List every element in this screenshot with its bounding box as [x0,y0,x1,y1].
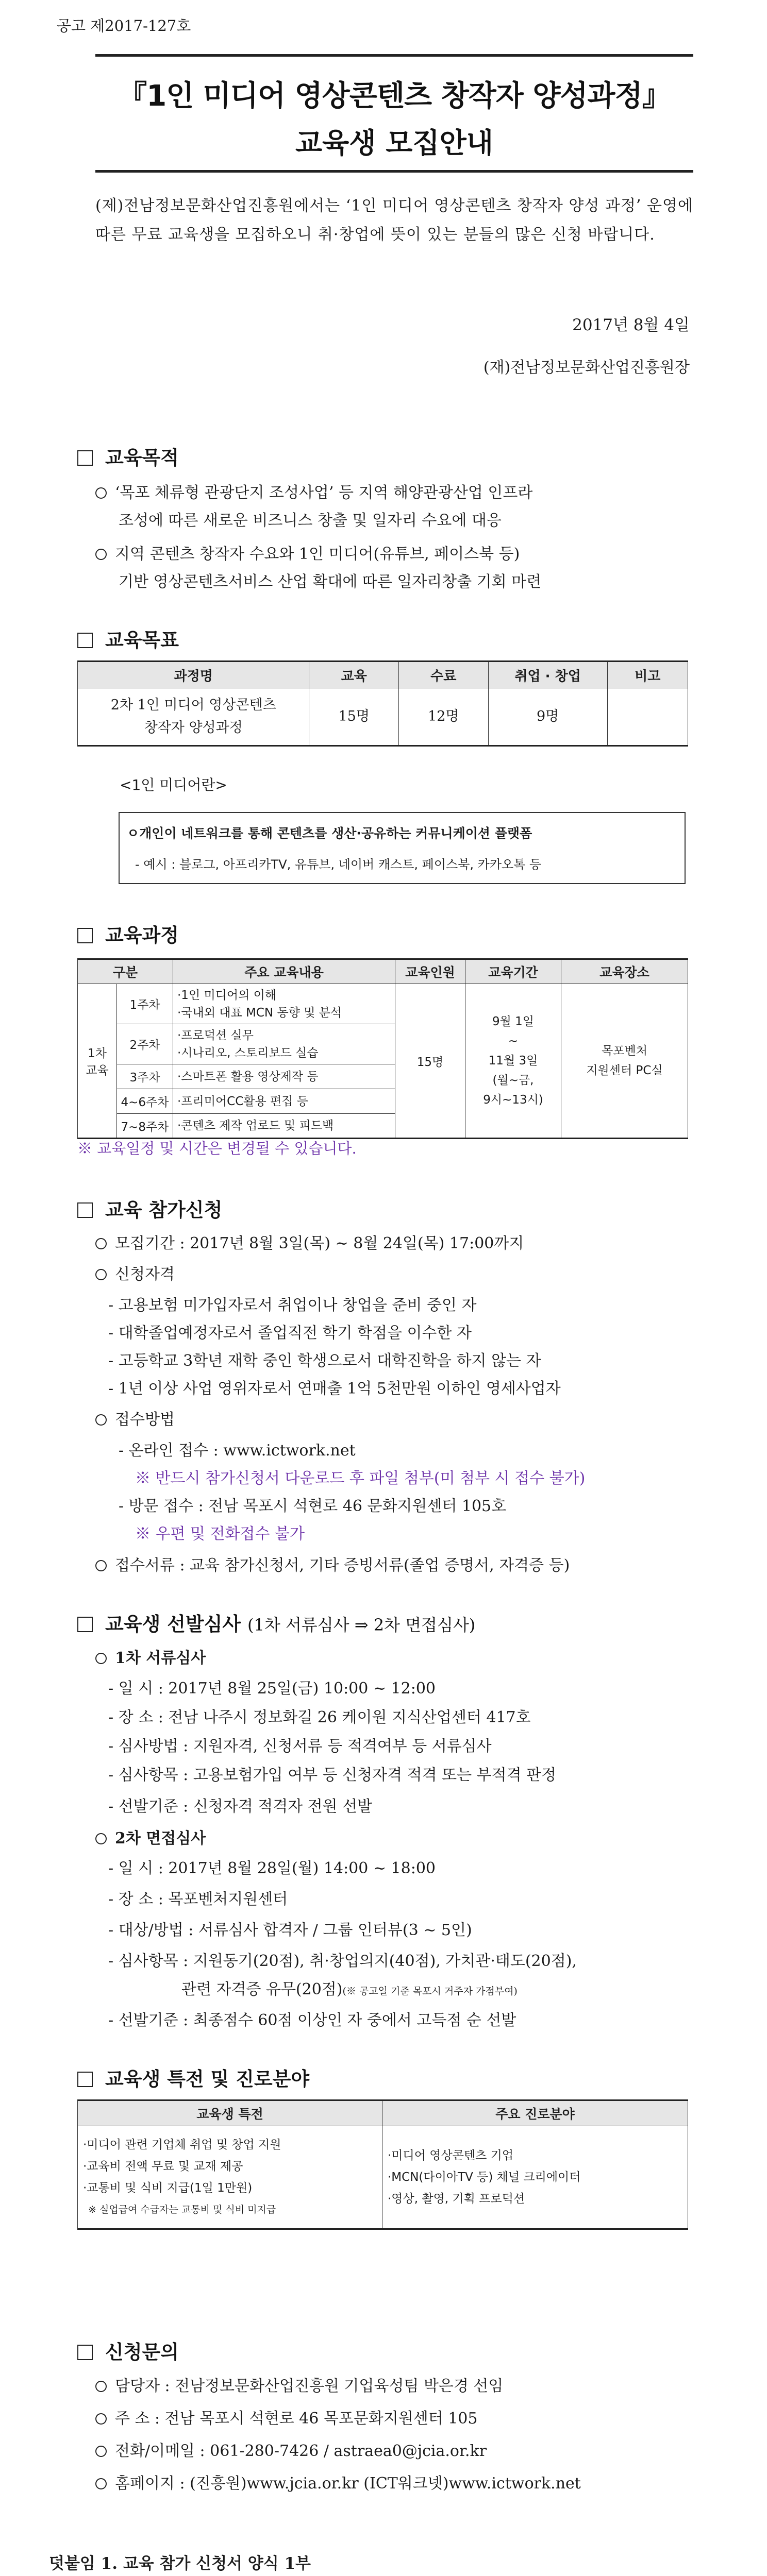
section-selection-heading: 교육생 선발심사 (1차 서류심사 ⇒ 2차 면접심사) [77,1608,475,1636]
selection-second-cont-note: (※ 공고일 기준 목포시 거주자 가점부여) [342,1986,518,1997]
goal-header-course: 과정명 [78,662,309,688]
course-week: 2주차 [117,1024,173,1064]
circle-bullet-icon [95,1833,107,1844]
selection-second-cont: 관련 자격증 유무(20점)(※ 공고일 기준 목포시 거주자 가점부여) [181,1980,518,1998]
contact-address: 주 소 : 전남 목포시 석현로 46 목포문화지원센터 105 [95,2406,477,2431]
page-title: 『1인 미디어 영상콘텐츠 창작자 양성과정』 [118,79,671,113]
square-bullet-icon [77,928,93,943]
circle-bullet-icon [95,487,107,499]
selection-second-item: - 선발기준 : 최종점수 60점 이상인 자 중에서 고득점 순 선발 [108,2011,516,2029]
circle-bullet-icon [95,2478,107,2489]
course-content: ·프리미어CC활용 편집 등 [173,1089,395,1114]
goal-edu-count: 15명 [309,688,399,746]
selection-second-item: - 심사항목 : 지원동기(20점), 취·창업의지(40점), 가치관·태도(20점), [108,1952,577,1970]
circle-bullet-icon [95,1560,107,1571]
contact-homepage: 홈페이지 : (진흥원)www.jcia.or.kr (ICT워크넷)www.ictwork.net [95,2471,581,2496]
circle-bullet-icon [95,549,107,560]
apply-online-note: ※ 반드시 참가신청서 다운로드 후 파일 첨부(미 첨부 시 접수 불가) [135,1469,586,1487]
section-course-heading: 교육과정 [77,920,179,947]
section-purpose-heading: 교육목적 [77,442,179,470]
benefit-header-perks: 교육생 특전 [78,2100,382,2126]
goal-table [77,660,688,747]
course-content: ·프로덕션 실무 ·시나리오, 스토리보드 실습 [173,1024,395,1064]
benefit-perks: ·미디어 관련 기업체 취업 및 창업 지원 ·교육비 전액 무료 및 교재 제공 ·교통비 및 식비 지급(1일 1만원) ※ 실업급여 수급자는 교통비 및 식비 미지급 [78,2126,382,2229]
title-box [95,54,693,173]
selection-first-item: - 심사항목 : 고용보험가입 여부 등 신청자격 적격 또는 부적격 판정 [108,1766,557,1784]
circle-bullet-icon [95,1653,107,1664]
square-bullet-icon [77,2072,93,2087]
circle-bullet-icon [95,1414,107,1426]
selection-second-title: 2차 면접심사 [95,1826,206,1851]
course-division: 1차 교육 [78,984,117,1139]
selection-first-item: - 장 소 : 전남 나주시 정보화길 26 케이원 지식산업센터 417호 [108,1708,531,1726]
course-week: 7~8주차 [117,1114,173,1139]
section-apply-heading: 교육 참가신청 [77,1194,222,1222]
selection-second-item: - 장 소 : 목포벤처지원센터 [108,1890,288,1908]
selection-first-item: - 일 시 : 2017년 8월 25일(금) 10:00 ~ 12:00 [108,1680,436,1698]
apply-qual-title: 신청자격 [95,1262,175,1287]
apply-qual-item: - 고용보험 미가입자로서 취업이나 창업을 준비 중인 자 [108,1296,477,1314]
benefit-table [77,2099,688,2230]
course-people: 15명 [395,984,465,1139]
course-content: ·콘텐츠 제작 업로드 및 피드백 [173,1114,395,1139]
selection-second-item: - 일 시 : 2017년 8월 28일(월) 14:00 ~ 18:00 [108,1859,436,1877]
square-bullet-icon [77,1617,93,1632]
circle-bullet-icon [95,2381,107,2392]
media-definition: ㅇ개인이 네트워크를 통해 콘텐츠를 생산·공유하는 커뮤니케이션 플랫폼 [127,826,532,841]
section-benefit-heading: 교육생 특전 및 진로분야 [77,2063,309,2091]
apply-qual-item: - 고등학교 3학년 재학 중인 학생으로서 대학진학을 하지 않는 자 [108,1352,541,1370]
attachment-1: 덧붙임 1. 교육 참가 신청서 양식 1부 [49,2554,311,2573]
circle-bullet-icon [95,2446,107,2457]
square-bullet-icon [77,1202,93,1218]
course-week: 4~6주차 [117,1089,173,1114]
square-bullet-icon [77,633,93,648]
circle-bullet-icon [95,1269,107,1280]
apply-online: - 온라인 접수 : www.ictwork.net [119,1442,356,1460]
purpose-item-2: 지역 콘텐츠 창작자 수요와 1인 미디어(유튜브, 페이스북 등) [95,542,520,567]
selection-subtitle: (1차 서류심사 ⇒ 2차 면접심사) [247,1615,476,1635]
media-title: <1인 미디어란> [120,776,227,793]
goal-note [607,688,688,746]
goal-complete-count: 12명 [399,688,489,746]
purpose-item-1: ‘목포 체류형 관광단지 조성사업’ 등 지역 해양관광산업 인프라 [95,481,532,505]
apply-qual-item: - 1년 이상 사업 영위자로서 연매출 1억 5천만원 이하인 영세사업자 [108,1380,561,1398]
notice-number: 공고 제2017-127호 [57,17,191,35]
circle-bullet-icon [95,2413,107,2425]
apply-method-title: 접수방법 [95,1408,175,1432]
goal-course-name: 2차 1인 미디어 영상콘텐츠 창작자 양성과정 [78,688,309,746]
apply-visit-note: ※ 우편 및 전화접수 불가 [135,1525,305,1543]
section-contact-heading: 신청문의 [77,2336,179,2364]
apply-qual-item: - 대학졸업예정자로서 졸업직전 학기 학점을 이수한 자 [108,1324,472,1342]
selection-first-item: - 심사방법 : 지원자격, 신청서류 등 적격여부 등 서류심사 [108,1737,492,1755]
section-goal-heading: 교육목표 [77,624,179,652]
course-header-division: 구분 [78,959,173,984]
intro-paragraph: (제)전남정보문화산업진흥원에서는 ‘1인 미디어 영상콘텐츠 창작자 양성 과정’ 운영에 따른 무료 교육생을 모집하오니 취·창업에 뜻이 있는 분들의 많은 신청 바랍니다. [95,197,693,244]
signature: (재)전남정보문화산업진흥원장 [483,359,690,377]
course-place: 목포벤처 지원센터 PC실 [561,984,688,1139]
circle-bullet-icon [95,1238,107,1249]
notice-date: 2017년 8월 4일 [572,316,690,334]
course-week: 3주차 [117,1064,173,1089]
apply-docs: 접수서류 : 교육 참가신청서, 기타 증빙서류(졸업 증명서, 자격증 등) [95,1553,570,1578]
course-header-place: 교육장소 [561,959,688,984]
goal-header-note: 비고 [607,662,688,688]
goal-header-edu: 교육 [309,662,399,688]
square-bullet-icon [77,450,93,466]
page-subtitle: 교육생 모집안내 [295,127,493,159]
course-note: ※ 교육일정 및 시간은 변경될 수 있습니다. [77,1140,357,1157]
course-content: ·스마트폰 활용 영상제작 등 [173,1064,395,1089]
selection-first-title: 1차 서류심사 [95,1646,206,1671]
apply-period: 모집기간 : 2017년 8월 3일(목) ~ 8월 24일(목) 17:00까지 [95,1231,524,1256]
selection-first-item: - 선발기준 : 신청자격 적격자 전원 선발 [108,1798,373,1816]
contact-phone-email: 전화/이메일 : 061-280-7426 / astraea0@jcia.or.kr [95,2439,487,2464]
selection-second-item: - 대상/방법 : 서류심사 합격자 / 그룹 인터뷰(3 ~ 5인) [108,1921,472,1939]
media-examples: - 예시 : 블로그, 아프리카TV, 유튜브, 네이버 캐스트, 페이스북, 카카오톡 등 [135,857,542,872]
course-week: 1주차 [117,984,173,1024]
course-header-people: 교육인원 [395,959,465,984]
media-definition-box [119,812,686,884]
course-table [77,958,688,1139]
goal-employ-count: 9명 [488,688,607,746]
course-period: 9월 1일 ~ 11월 3일 (월~금, 9시~13시) [465,984,561,1139]
purpose-item-2-cont: 기반 영상콘텐츠서비스 산업 확대에 따른 일자리창출 기회 마련 [119,573,542,591]
contact-manager: 담당자 : 전남정보문화산업진흥원 기업육성팀 박은경 선임 [95,2374,503,2399]
course-header-content: 주요 교육내용 [173,959,395,984]
apply-visit: - 방문 접수 : 전남 목포시 석현로 46 문화지원센터 105호 [119,1497,507,1515]
square-bullet-icon [77,2345,93,2360]
goal-header-employ: 취업 · 창업 [488,662,607,688]
course-content: ·1인 미디어의 이해 ·국내외 대표 MCN 동향 및 분석 [173,984,395,1024]
benefit-careers: ·미디어 영상콘텐츠 기업 ·MCN(다이아TV 등) 채널 크리에이터 ·영상, 촬영, 기획 프로덕션 [382,2126,688,2229]
benefit-header-careers: 주요 진로분야 [382,2100,688,2126]
course-header-period: 교육기간 [465,959,561,984]
purpose-item-1-cont: 조성에 따른 새로운 비즈니스 창출 및 일자리 수요에 대응 [119,512,502,530]
goal-header-complete: 수료 [399,662,489,688]
